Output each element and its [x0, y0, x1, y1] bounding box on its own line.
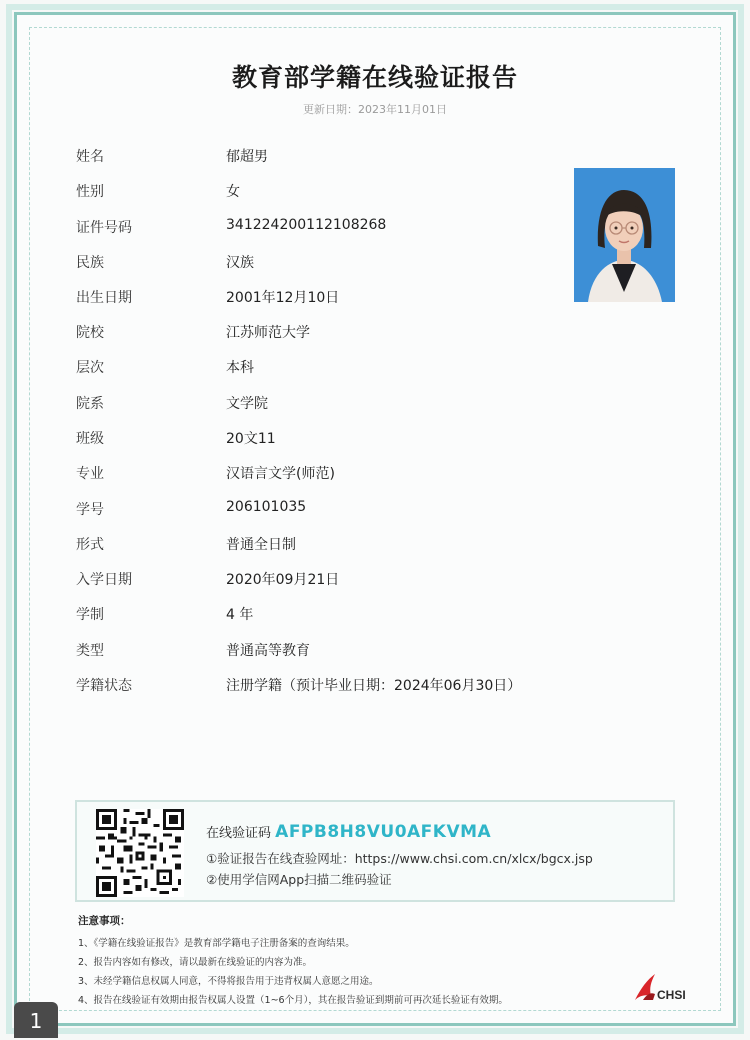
field-label-ethnicity: 民族	[76, 255, 104, 271]
verification-code-label: 在线验证码	[206, 826, 272, 841]
verification-app-step: ②使用学信网App扫描二维码验证	[206, 872, 392, 887]
qr-code-icon[interactable]	[96, 809, 184, 897]
verification-code[interactable]: AFPB8H8VU0AFKVMA	[275, 822, 492, 842]
field-value-ethnicity: 汉族	[226, 255, 254, 271]
field-label-gender: 性别	[76, 184, 104, 200]
field-label-type: 类型	[76, 643, 104, 659]
field-label-duration: 学制	[76, 607, 104, 623]
field-value-enrollment-date: 2020年09月21日	[226, 572, 340, 588]
field-label-enrollment-date: 入学日期	[76, 572, 132, 588]
field-value-status: 注册学籍（预计毕业日期：2024年06月30日）	[226, 678, 522, 694]
student-photo	[574, 168, 675, 302]
notice-item: 2、报告内容如有修改，请以最新在线验证的内容为准。	[78, 957, 313, 968]
field-label-major: 专业	[76, 466, 104, 482]
field-value-type: 普通高等教育	[226, 643, 310, 659]
field-value-id-number: 341224200112108268	[226, 217, 387, 233]
verification-url-step[interactable]: ①验证报告在线查验网址：https://www.chsi.com.cn/xlcx/bgcx.jsp	[206, 851, 593, 866]
notice-title: 注意事项：	[78, 915, 131, 927]
field-label-student-number: 学号	[76, 502, 104, 518]
field-value-name: 郁超男	[226, 149, 268, 165]
field-label-class: 班级	[76, 431, 104, 447]
verification-code-line	[206, 822, 491, 842]
update-date: 更新日期：2023年11月01日	[303, 103, 447, 116]
notice-item: 3、未经学籍信息权属人同意，不得将报告用于违背权属人意愿之用途。	[78, 976, 379, 987]
notice-item: 1、《学籍在线验证报告》是教育部学籍电子注册备案的查询结果。	[78, 938, 355, 949]
field-value-department: 文学院	[226, 396, 268, 412]
field-value-school: 江苏师范大学	[226, 325, 310, 341]
field-value-gender: 女	[226, 184, 240, 200]
field-label-study-form: 形式	[76, 537, 104, 553]
field-label-status: 学籍状态	[76, 678, 132, 694]
field-value-level: 本科	[226, 360, 254, 376]
field-value-duration: 4 年	[226, 607, 254, 623]
report-title: 教育部学籍在线验证报告	[231, 63, 518, 92]
field-value-major: 汉语言文学(师范)	[226, 466, 335, 482]
field-label-id-number: 证件号码	[76, 220, 132, 236]
field-label-department: 院系	[76, 396, 104, 412]
chsi-logo-text: CHSI	[657, 988, 686, 1002]
page-number-badge: 1	[14, 1002, 58, 1038]
field-value-student-number: 206101035	[226, 499, 307, 515]
verification-box	[75, 800, 675, 902]
field-value-birth-date: 2001年12月10日	[226, 290, 340, 306]
notice-item: 4、报告在线验证有效期由报告权属人设置（1~6个月），其在报告验证到期前可再次延长验证有效期。	[78, 995, 508, 1006]
field-value-study-form: 普通全日制	[226, 537, 296, 553]
field-label-name: 姓名	[76, 149, 104, 165]
field-label-birth-date: 出生日期	[76, 290, 132, 306]
field-label-school: 院校	[76, 325, 104, 341]
field-label-level: 层次	[76, 360, 104, 376]
field-value-class: 20文11	[226, 431, 276, 447]
